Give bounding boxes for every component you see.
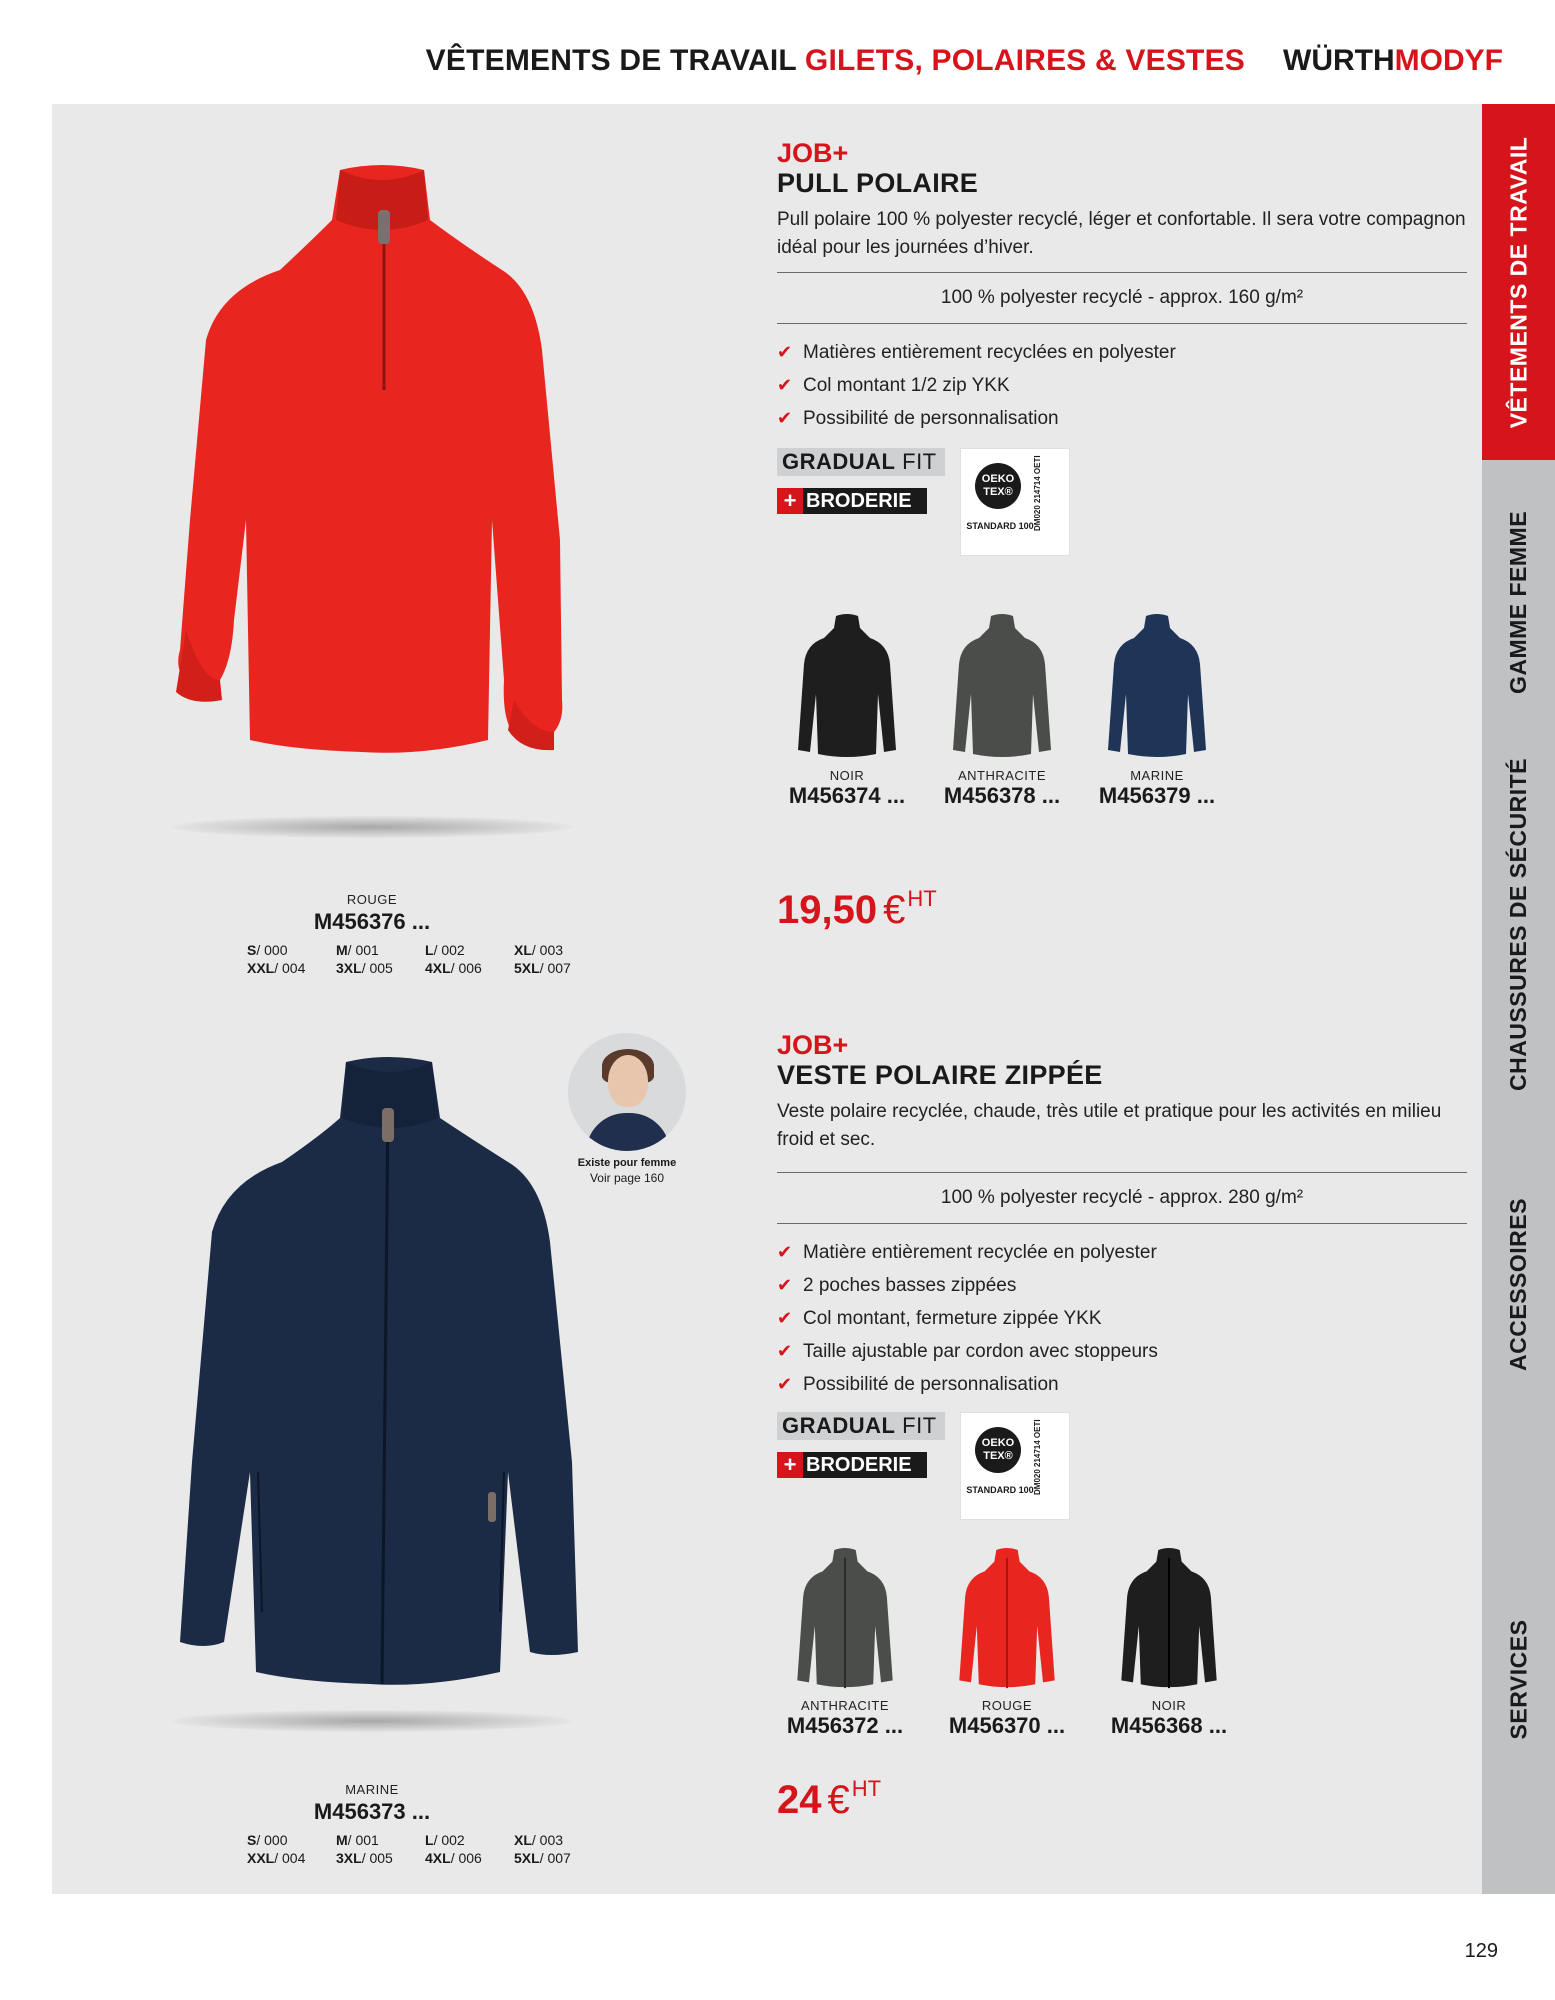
check-icon: ✔ <box>777 375 793 395</box>
feature-item: ✔ Possibilité de personnalisation <box>777 1368 1158 1401</box>
femme-note-line1: Existe pour femme <box>577 1157 677 1169</box>
femme-note-line2: Voir page 160 <box>589 1171 665 1185</box>
price-tax: HT <box>851 1776 882 1801</box>
garment-shadow <box>172 816 572 838</box>
feature-item: ✔ Matières entièrement recyclées en polyester <box>777 336 1176 369</box>
size-xxl: XXL/ 004 <box>247 1850 306 1866</box>
variant-anthracite[interactable] <box>927 614 1077 809</box>
variant-ref: M456378 ... <box>943 783 1061 808</box>
product-price <box>777 1778 881 1823</box>
product-description: Veste polaire recyclée, chaude, très utile et pratique pour les activités en milieu froid et sec. <box>777 1101 1442 1150</box>
product-spec: 100 % polyester recyclé - approx. 280 g/m² <box>777 1172 1467 1224</box>
product-veste-polaire-zippee <box>52 1000 1482 1890</box>
size-xl: XL/ 003 <box>514 942 564 958</box>
gradual-fit-badge: GRADUAL FIT <box>777 448 945 476</box>
product-title-block <box>777 1030 1103 1090</box>
variant-color: ANTHRACITE <box>957 768 1047 783</box>
veste-polaire-navy-image <box>170 1052 590 1692</box>
broderie-badge: + BRODERIE <box>777 488 927 514</box>
plus-icon: + <box>777 488 803 514</box>
product-price <box>777 888 937 933</box>
variant-color: NOIR <box>1151 1698 1187 1713</box>
product-description: Pull polaire 100 % polyester recyclé, léger et confortable. Il sera votre compagnon idéal pour les journées d’hiver. <box>777 209 1466 258</box>
feature-item: ✔ Possibilité de personnalisation <box>777 402 1176 435</box>
main-ref-code: M456376 ... <box>313 909 431 934</box>
variant-ref: M456370 ... <box>948 1713 1066 1738</box>
tab-label: SERVICES <box>1505 1619 1531 1739</box>
category-prefix: VÊTEMENTS DE TRAVAIL <box>425 44 797 77</box>
product-spec: 100 % polyester recyclé - approx. 160 g/m² <box>777 272 1467 324</box>
page-number: 129 <box>1464 1940 1498 1962</box>
tab-label: GAMME FEMME <box>1505 510 1532 694</box>
price-tax: HT <box>907 886 937 911</box>
oeko-tex-label <box>960 448 1070 556</box>
size-l: L/ 002 <box>425 1832 465 1848</box>
main-ref-block <box>252 892 492 935</box>
size-4xl: 4XL/ 006 <box>425 1850 482 1866</box>
oeko-tex-logo: OEKO TEX® <box>975 1427 1021 1473</box>
price-value: 24 <box>777 1778 822 1822</box>
feature-item: ✔ Taille ajustable par cordon avec stoppeurs <box>777 1335 1158 1368</box>
check-icon: ✔ <box>777 1308 793 1328</box>
product-pull-polaire <box>52 104 1482 984</box>
size-5xl: 5XL/ 007 <box>514 1850 571 1866</box>
fleece-variant-image <box>790 1548 900 1694</box>
plus-icon: + <box>777 1452 803 1478</box>
variant-rouge[interactable] <box>932 1548 1082 1739</box>
category-highlight: GILETS, POLAIRES & VESTES <box>804 44 1245 77</box>
category-title <box>426 44 1245 78</box>
variant-ref: M456379 ... <box>1098 783 1216 808</box>
product-title: PULL POLAIRE <box>777 168 979 198</box>
main-ref-block <box>252 1782 492 1825</box>
product-title-block <box>777 138 978 198</box>
feature-list <box>777 1236 1158 1401</box>
femme-version-note[interactable] <box>560 1033 694 1185</box>
tab-accessoires[interactable] <box>1482 1104 1555 1464</box>
fleece-variant-image <box>947 614 1057 764</box>
size-5xl: 5XL/ 007 <box>514 960 571 976</box>
tab-label: CHAUSSURES DE SÉCURITÉ <box>1505 757 1532 1091</box>
feature-list <box>777 336 1176 435</box>
tab-services[interactable] <box>1482 1464 1555 1894</box>
size-3xl: 3XL/ 005 <box>336 960 393 976</box>
woman-avatar <box>568 1033 686 1151</box>
fleece-variant-image <box>952 1548 1062 1694</box>
size-m: M/ 001 <box>336 1832 379 1848</box>
oeko-standard: STANDARD 100 <box>966 1485 1034 1495</box>
feature-item: ✔ Matière entièrement recyclée en polyester <box>777 1236 1158 1269</box>
main-ref-code: M456373 ... <box>313 1799 431 1824</box>
size-4xl: 4XL/ 006 <box>425 960 482 976</box>
brand-red: MODYF <box>1394 44 1503 77</box>
main-color-name: MARINE <box>345 1782 399 1797</box>
gradual-fit-badge: GRADUAL FIT <box>777 1412 945 1440</box>
check-icon: ✔ <box>777 408 793 428</box>
brand-dark: WÜRTH <box>1283 44 1395 77</box>
product-brandline: JOB+ <box>777 138 849 168</box>
variant-color: ROUGE <box>981 1698 1033 1713</box>
variant-color: ANTHRACITE <box>800 1698 890 1713</box>
size-xl: XL/ 003 <box>514 1832 564 1848</box>
tab-gamme-femme[interactable] <box>1482 460 1555 744</box>
pull-polaire-red-image <box>162 160 582 800</box>
feature-item: ✔ 2 poches basses zippées <box>777 1269 1158 1302</box>
oeko-code: DM020 214714 OETI <box>1033 455 1042 531</box>
product-title: VESTE POLAIRE ZIPPÉE <box>777 1060 1103 1090</box>
variant-color: MARINE <box>1130 768 1184 783</box>
fleece-variant-image <box>792 614 902 764</box>
page-header <box>0 44 1555 84</box>
size-s: S/ 000 <box>247 1832 288 1848</box>
variant-marine[interactable] <box>1082 614 1232 809</box>
feature-item: ✔ Col montant 1/2 zip YKK <box>777 369 1176 402</box>
oeko-tex-label <box>960 1412 1070 1520</box>
tab-vetements-de-travail[interactable] <box>1482 104 1555 460</box>
variant-noir[interactable] <box>772 614 922 809</box>
check-icon: ✔ <box>777 342 793 362</box>
variant-ref: M456368 ... <box>1110 1713 1228 1738</box>
fleece-variant-image <box>1102 614 1212 764</box>
price-currency: € <box>827 1778 850 1822</box>
check-icon: ✔ <box>777 1341 793 1361</box>
size-m: M/ 001 <box>336 942 379 958</box>
size-l: L/ 002 <box>425 942 465 958</box>
brand-logo <box>1283 44 1503 78</box>
oeko-code: DM020 214714 OETI <box>1033 1419 1042 1495</box>
tab-label: VÊTEMENTS DE TRAVAIL <box>1505 136 1531 428</box>
size-xxl: XXL/ 004 <box>247 960 306 976</box>
product-brandline: JOB+ <box>777 1030 849 1060</box>
variant-anthracite[interactable] <box>770 1548 920 1739</box>
tab-chaussures-de-securite[interactable] <box>1482 744 1555 1104</box>
size-grid <box>247 1832 603 1866</box>
garment-shadow <box>172 1710 572 1732</box>
oeko-standard: STANDARD 100 <box>966 521 1034 531</box>
size-s: S/ 000 <box>247 942 288 958</box>
main-color-name: ROUGE <box>346 892 398 907</box>
fleece-variant-image <box>1114 1548 1224 1694</box>
check-icon: ✔ <box>777 1374 793 1394</box>
variant-ref: M456374 ... <box>788 783 906 808</box>
tab-label: ACCESSOIRES <box>1505 1197 1531 1371</box>
oeko-tex-logo: OEKO TEX® <box>975 463 1021 509</box>
check-icon: ✔ <box>777 1275 793 1295</box>
check-icon: ✔ <box>777 1242 793 1262</box>
section-tabs <box>1482 104 1555 1894</box>
feature-item: ✔ Col montant, fermeture zippée YKK <box>777 1302 1158 1335</box>
size-grid <box>247 942 603 976</box>
broderie-badge: + BRODERIE <box>777 1452 927 1478</box>
variant-noir[interactable] <box>1094 1548 1244 1739</box>
variant-color: NOIR <box>829 768 865 783</box>
price-value: 19,50 <box>777 888 878 932</box>
variant-ref: M456372 ... <box>786 1713 904 1738</box>
price-currency: € <box>883 888 906 932</box>
size-3xl: 3XL/ 005 <box>336 1850 393 1866</box>
